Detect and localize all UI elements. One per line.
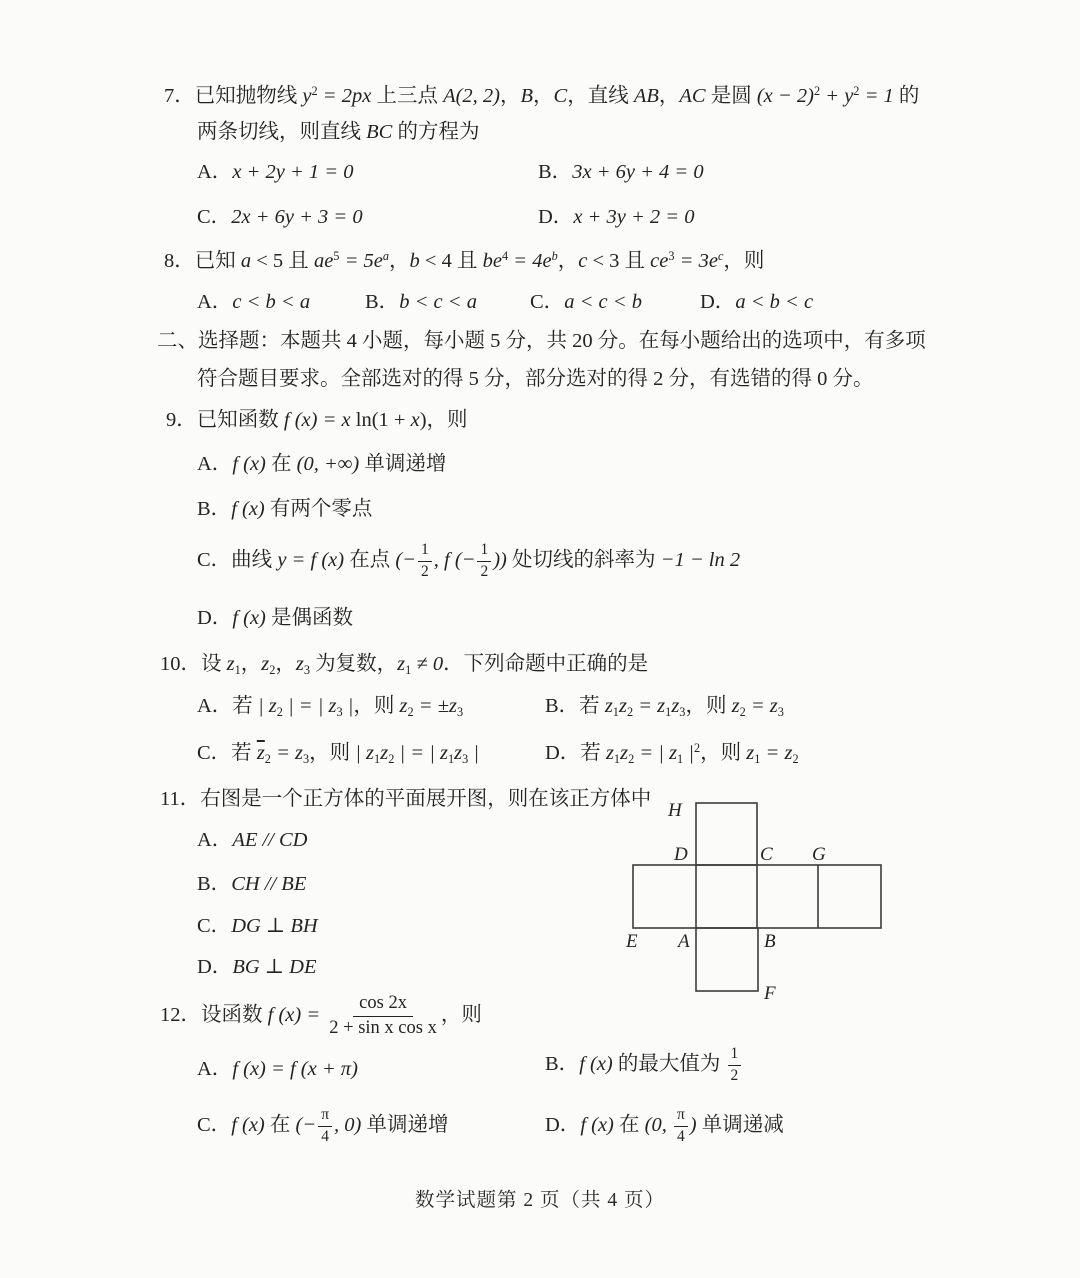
q8-option-a: A．c < b < a: [197, 291, 311, 313]
q12-option-a: A．f (x) = f (x + π): [197, 1058, 358, 1080]
net-label-d: D: [674, 844, 688, 865]
q8-line-1: 8．已知 a < 5 且 $ae^5 = 5e^a$，b < 4 且 $be^4 = 4e^b$，c < 3 且 $ce^3 = 3e^c$，则: [164, 249, 765, 272]
q8-option-d: D．a < b < c: [700, 291, 814, 313]
q11-line-1: 11．右图是一个正方体的平面展开图，则在该正方体中: [160, 788, 652, 810]
q7-option-c: C．2x + 6y + 3 = 0: [197, 206, 363, 228]
q8-option-c: C．a < c < b: [530, 291, 642, 313]
cube-net-figure: [622, 788, 890, 1004]
fraction: $\frac{\cos 2x}{\text{2 + sin x cos x}}$: [329, 993, 437, 1039]
q10-option-d: D．若 z1z2 = | z1 $|^2$，则 z1 = z2: [545, 741, 799, 766]
net-label-c: C: [760, 844, 773, 865]
net-label-a: A: [678, 931, 690, 952]
q10-option-a: A．若 | z2 | = | z3 |，则 z2 = ±z3: [197, 695, 464, 719]
net-label-b: B: [764, 931, 776, 952]
q9-option-b: B．f (x) 有两个零点: [197, 498, 373, 520]
net-label-f: F: [764, 983, 776, 1004]
q7-option-d: D．x + 3y + 2 = 0: [538, 206, 695, 228]
fraction: $\frac{1}{2}$: [477, 541, 491, 581]
q12-option-b: B．f (x) 的最大值为 $\frac{1}{2}$: [545, 1045, 743, 1085]
q10-option-b: B．若 z1z2 = z1z3，则 z2 = z3: [545, 695, 784, 719]
q12-option-d: D．f (x) 在 (0, $\frac{\pi}{4}$ ) 单调递减: [545, 1106, 784, 1145]
net-bottom-square: [696, 928, 758, 991]
fraction: $\frac{1}{2}$: [728, 1045, 742, 1085]
q9-line-1: 9．已知函数 f (x) = x ln(1 + x)，则: [166, 409, 468, 431]
q12-line-1: 12．设函数 f (x) = $\frac{\cos 2x}{\text{2 + sin x cos x}}$ ，则: [160, 993, 482, 1039]
q9-option-a: A．f (x) 在 (0, +∞) 单调递增: [197, 453, 447, 475]
fraction: $\frac{1}{2}$: [418, 541, 432, 581]
q7-option-a: A．x + 2y + 1 = 0: [197, 161, 354, 183]
page-footer: 数学试题第 2 页（共 4 页）: [414, 1190, 665, 1211]
q7-line-1: 7．已知抛物线 $y^2 = 2px$ 上三点 A(2, 2)，B，C，直线 AB，AC 是圆 $(x - 2)^2 + y^2 = 1$ 的: [164, 84, 920, 107]
net-top-square: [696, 803, 757, 865]
q10-line-1: 10．设 z1，z2，z3 为复数，z1 ≠ 0．下列命题中正确的是: [160, 653, 649, 677]
net-label-g: G: [812, 844, 826, 865]
q7-option-b: B．3x + 6y + 4 = 0: [538, 161, 704, 183]
q10-option-c: C．若 $\overline{z}2 = z3$，则 | z1z2 | = | z1z3 |: [197, 742, 479, 766]
q12-option-c: C．f (x) 在 (− $\frac{\pi}{4}$ , 0) 单调递增: [197, 1106, 449, 1145]
q11-option-c: C．DG ⊥ BH: [197, 915, 318, 937]
net-label-h: H: [668, 800, 682, 821]
fraction: $\frac{\pi}{4}$: [318, 1106, 332, 1146]
section2-header-line-2: 符合题目要求。全部选对的得 5 分，部分选对的得 2 分，有选错的得 0 分。: [197, 368, 874, 390]
q11-option-b: B．CH // BE: [197, 873, 307, 895]
q9-option-d: D．f (x) 是偶函数: [197, 607, 354, 629]
fraction: $\frac{\pi}{4}$: [674, 1106, 688, 1146]
q9-option-c: C．曲线 y = f (x) 在点 (− $\frac{1}{2}$ , f (− $\frac{1}{2}$ )) 处切线的斜率为 −1 − ln 2: [197, 541, 741, 580]
section2-header-line-1: 二、选择题：本题共 4 小题，每小题 5 分，共 20 分。在每小题给出的选项中，有多项: [157, 330, 926, 352]
q11-option-a: A．AE // CD: [197, 829, 308, 851]
q11-option-d: D．BG ⊥ DE: [197, 956, 317, 978]
q7-line-2: 两条切线，则直线 BC 的方程为: [197, 121, 480, 143]
q8-option-b: B．b < c < a: [365, 291, 477, 313]
net-label-e: E: [626, 931, 638, 952]
